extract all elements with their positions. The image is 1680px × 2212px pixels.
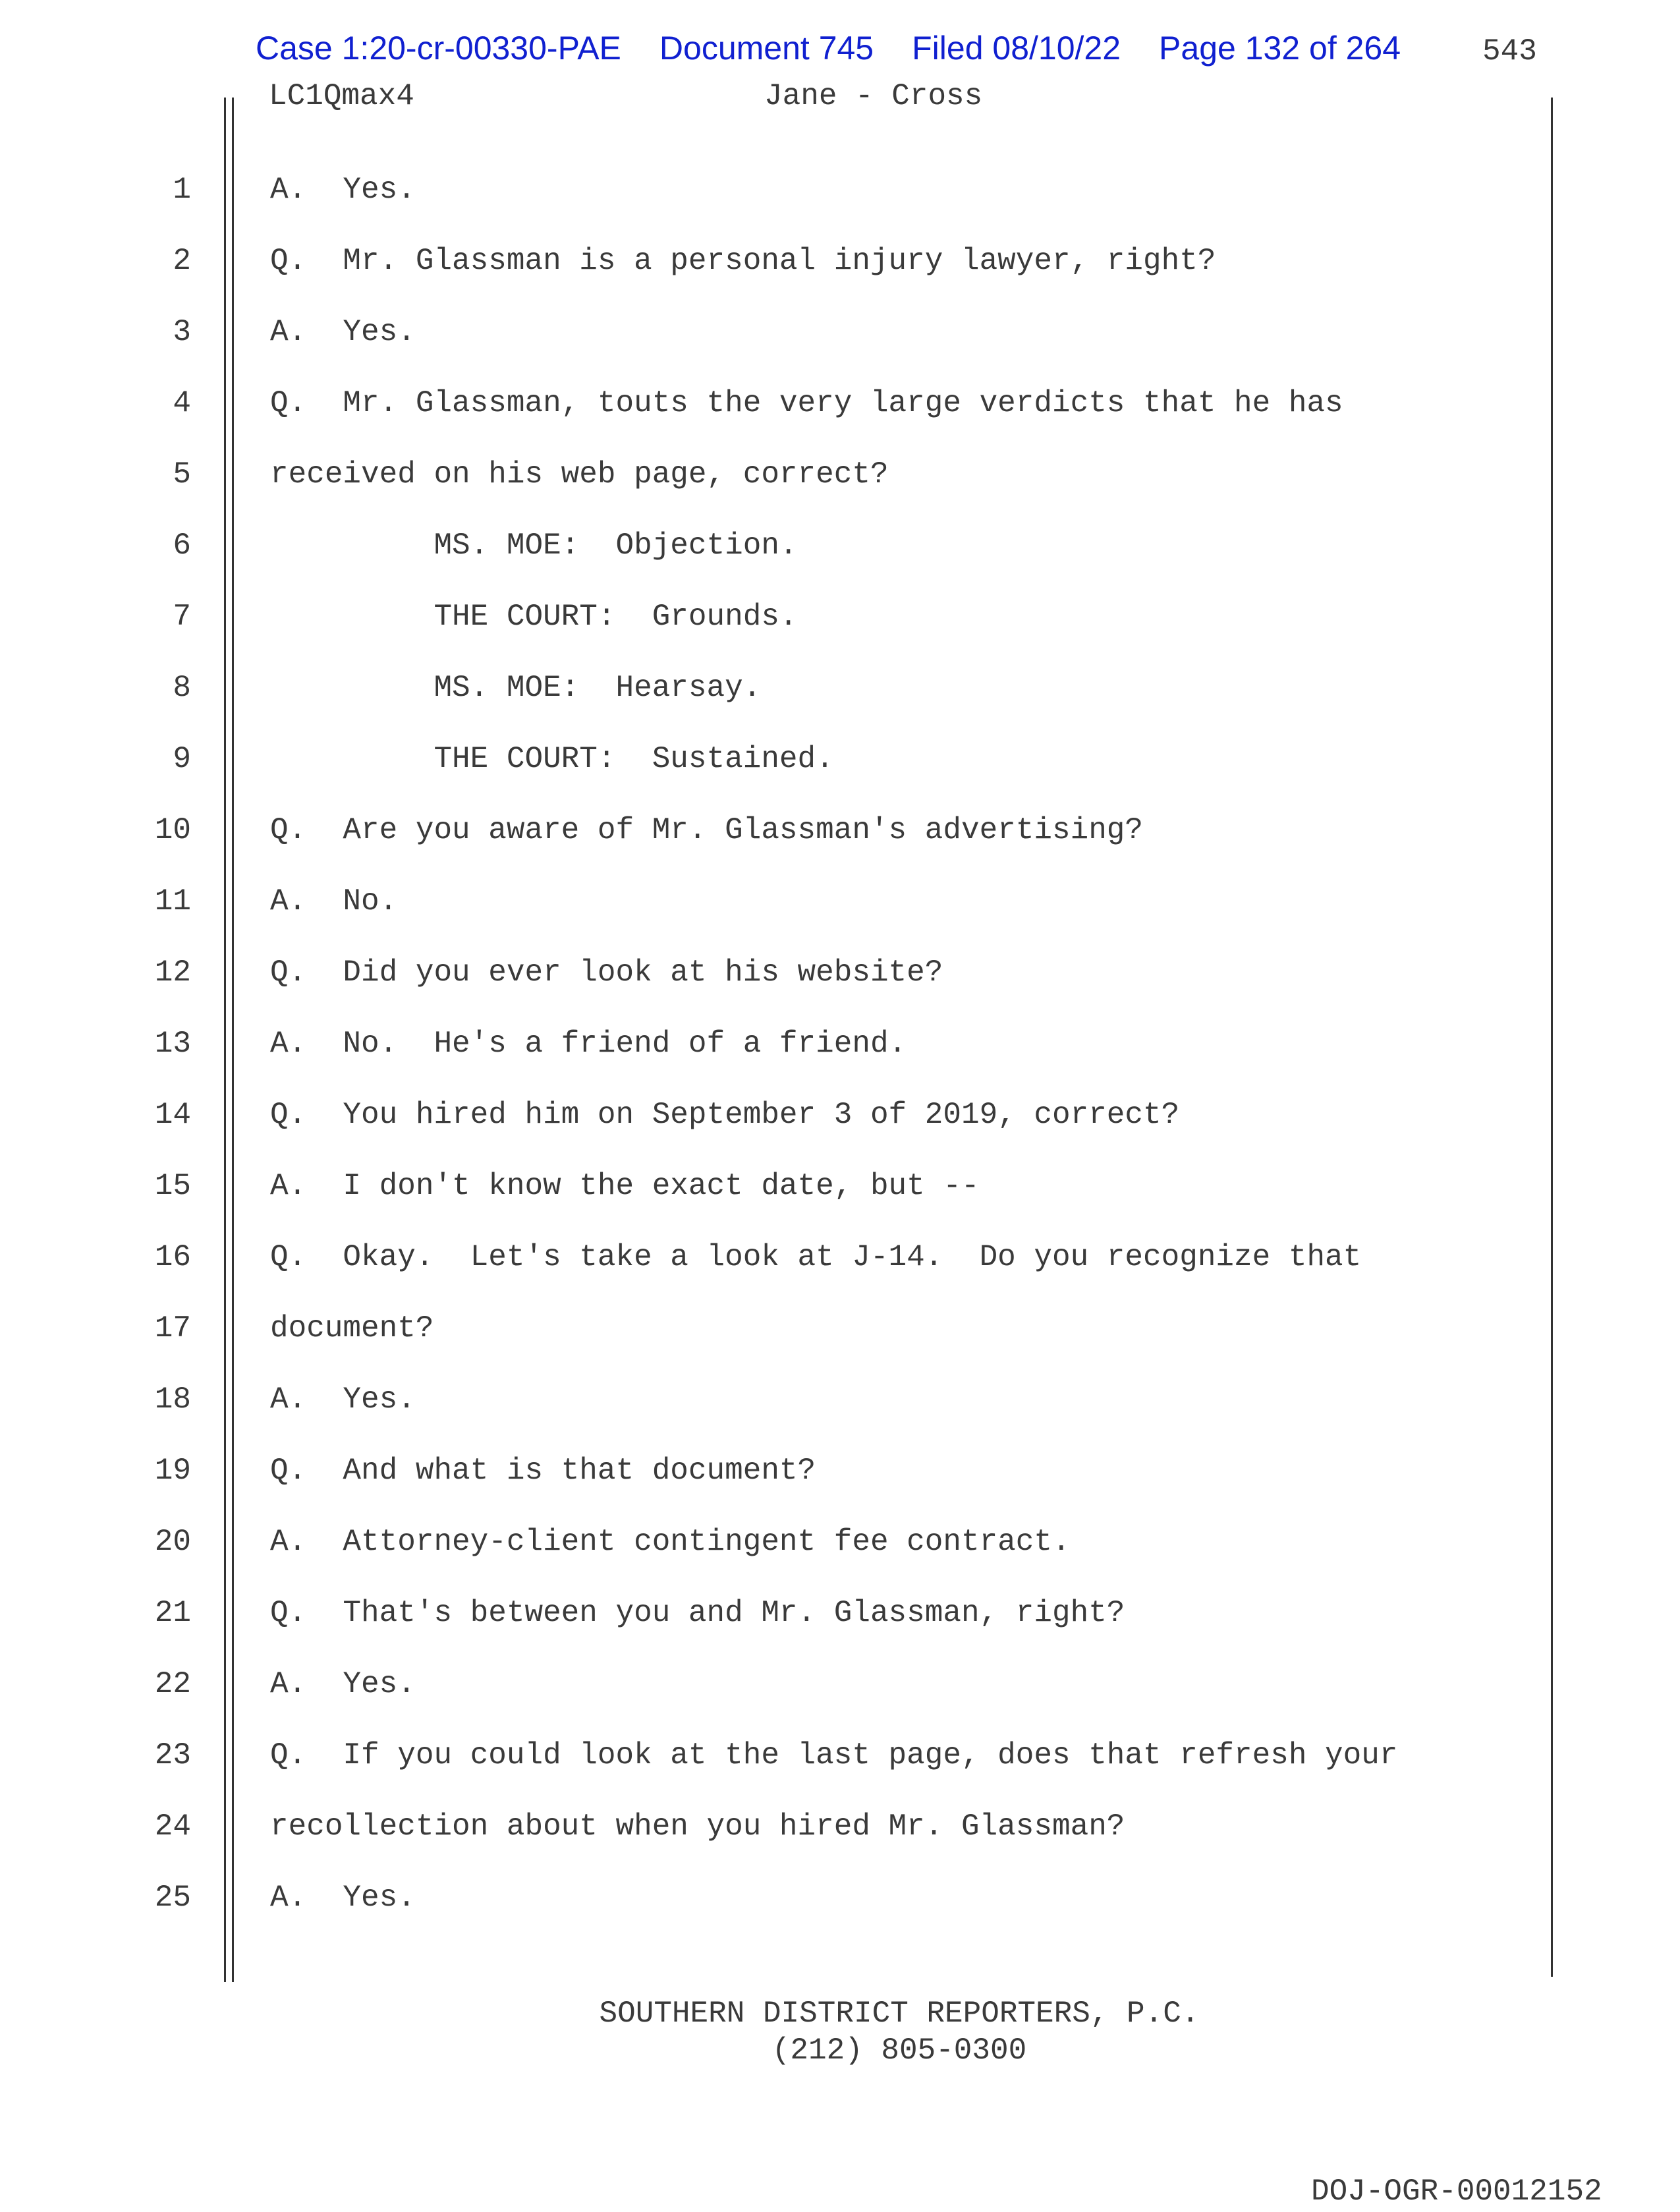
line-text: MS. MOE: Hearsay. <box>270 671 762 705</box>
line-text: A. Yes. <box>270 173 416 207</box>
line-number: 7 <box>173 600 191 634</box>
line-number: 18 <box>154 1382 191 1417</box>
transcript-line <box>0 1525 1680 1596</box>
transcript-line <box>0 1382 1680 1454</box>
line-number: 20 <box>154 1525 191 1559</box>
line-number: 16 <box>154 1240 191 1274</box>
line-text: Q. Are you aware of Mr. Glassman's advertising? <box>270 813 1144 847</box>
transcript-line <box>0 1596 1680 1667</box>
transcript-line <box>0 1240 1680 1311</box>
line-text: Q. Mr. Glassman, touts the very large verdicts that he has <box>270 386 1343 420</box>
document-number: Document 745 <box>659 30 874 67</box>
line-number: 15 <box>154 1169 191 1203</box>
transcript-line <box>0 1454 1680 1525</box>
transcript-line <box>0 244 1680 315</box>
transcript-line <box>0 1169 1680 1240</box>
line-number: 11 <box>154 884 191 919</box>
line-number: 22 <box>154 1667 191 1701</box>
bates-number: DOJ-OGR-00012152 <box>1311 2174 1602 2209</box>
line-text: A. Yes. <box>270 1667 416 1701</box>
line-number: 21 <box>154 1596 191 1630</box>
transcript-body <box>0 173 1680 1952</box>
transcript-line <box>0 173 1680 244</box>
line-number: 5 <box>173 457 191 492</box>
transcript-line <box>0 742 1680 813</box>
line-text: A. Yes. <box>270 315 416 349</box>
header-code: LC1Qmax4 <box>269 79 414 113</box>
line-number: 17 <box>154 1311 191 1346</box>
line-text: Q. Mr. Glassman is a personal injury lawyer, right? <box>270 244 1216 278</box>
line-text: received on his web page, correct? <box>270 457 889 492</box>
line-number: 24 <box>154 1809 191 1844</box>
transcript-line <box>0 1027 1680 1098</box>
transcript-line <box>0 600 1680 671</box>
header-section: Jane - Cross <box>764 79 983 113</box>
filing-stamp <box>256 29 1439 67</box>
line-number: 4 <box>173 386 191 420</box>
transcript-line <box>0 528 1680 600</box>
line-text: Q. Okay. Let's take a look at J-14. Do you recognize that <box>270 1240 1362 1274</box>
transcript-page-number: 543 <box>1482 34 1537 69</box>
line-text: THE COURT: Sustained. <box>270 742 834 776</box>
transcript-line <box>0 813 1680 884</box>
line-text: A. Attorney-client contingent fee contract. <box>270 1525 1071 1559</box>
line-number: 10 <box>154 813 191 847</box>
transcript-line <box>0 1098 1680 1169</box>
transcript-line <box>0 1881 1680 1952</box>
line-number: 25 <box>154 1881 191 1915</box>
line-text: A. Yes. <box>270 1881 416 1915</box>
transcript-line <box>0 1809 1680 1881</box>
line-text: Q. You hired him on September 3 of 2019, correct? <box>270 1098 1180 1132</box>
line-number: 23 <box>154 1738 191 1772</box>
transcript-line <box>0 955 1680 1027</box>
line-number: 6 <box>173 528 191 563</box>
line-number: 14 <box>154 1098 191 1132</box>
line-text: THE COURT: Grounds. <box>270 600 798 634</box>
page-count: Page 132 of 264 <box>1159 30 1401 67</box>
transcript-line <box>0 386 1680 457</box>
reporter-name: SOUTHERN DISTRICT REPORTERS, P.C. <box>599 1997 1200 2031</box>
line-number: 3 <box>173 315 191 349</box>
transcript-line <box>0 457 1680 528</box>
line-text: document? <box>270 1311 434 1346</box>
line-number: 1 <box>173 173 191 207</box>
transcript-line <box>0 884 1680 955</box>
transcript-line <box>0 1311 1680 1382</box>
line-text: A. Yes. <box>270 1382 416 1417</box>
footer <box>0 1995 1680 2069</box>
line-text: recollection about when you hired Mr. Glassman? <box>270 1809 1125 1844</box>
line-number: 19 <box>154 1454 191 1488</box>
transcript-line <box>0 671 1680 742</box>
line-text: A. No. He's a friend of a friend. <box>270 1027 907 1061</box>
line-text: A. No. <box>270 884 398 919</box>
line-number: 8 <box>173 671 191 705</box>
line-number: 2 <box>173 244 191 278</box>
transcript-line <box>0 1738 1680 1809</box>
transcript-line <box>0 315 1680 386</box>
line-text: Q. Did you ever look at his website? <box>270 955 943 990</box>
reporter-phone: (212) 805-0300 <box>771 2033 1027 2068</box>
line-text: MS. MOE: Objection. <box>270 528 798 563</box>
transcript-line <box>0 1667 1680 1738</box>
line-text: Q. That's between you and Mr. Glassman, right? <box>270 1596 1125 1630</box>
line-number: 12 <box>154 955 191 990</box>
filed-date: Filed 08/10/22 <box>912 30 1121 67</box>
case-number: Case 1:20-cr-00330-PAE <box>256 30 621 67</box>
line-number: 13 <box>154 1027 191 1061</box>
line-text: Q. And what is that document? <box>270 1454 816 1488</box>
line-text: Q. If you could look at the last page, does that refresh your <box>270 1738 1398 1772</box>
line-text: A. I don't know the exact date, but -- <box>270 1169 980 1203</box>
line-number: 9 <box>173 742 191 776</box>
